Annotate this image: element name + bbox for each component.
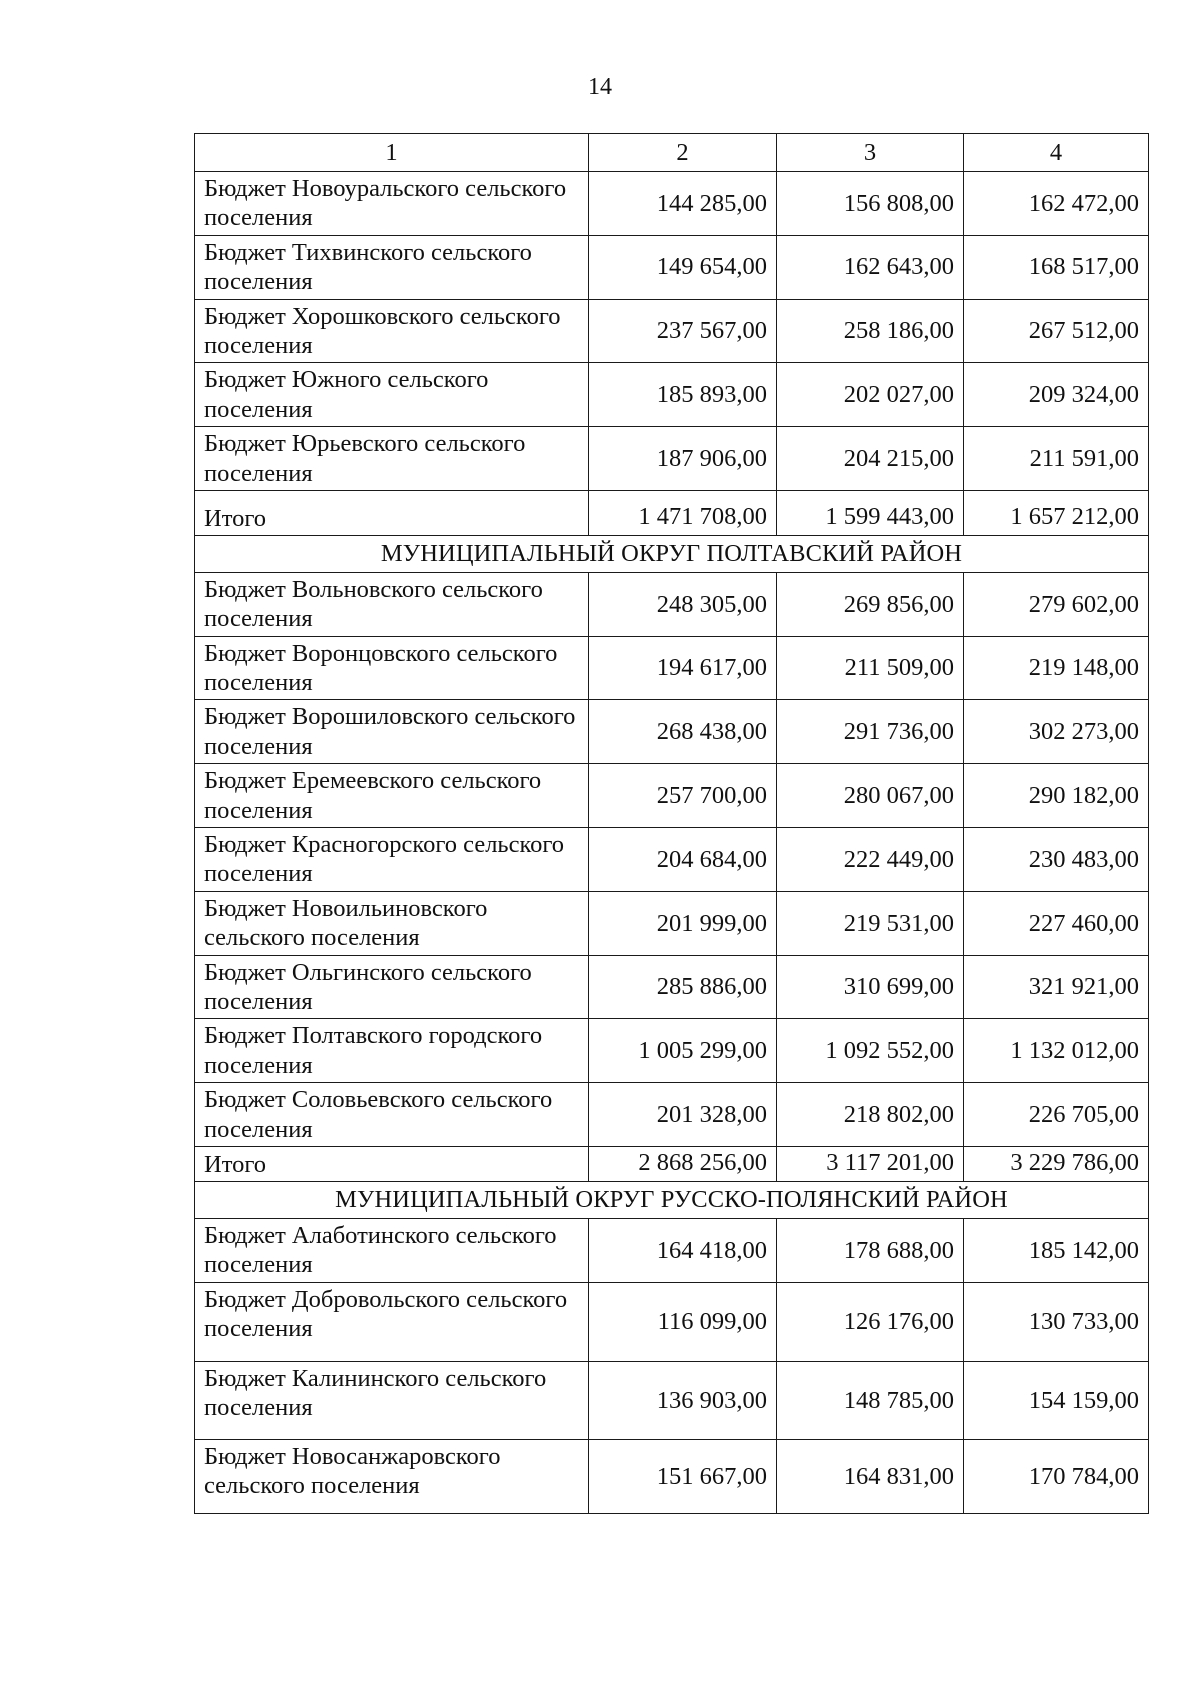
value-cell-col4: 219 148,00: [964, 636, 1149, 700]
table-row: [195, 172, 1149, 236]
value-cell-col2: 144 285,00: [589, 172, 777, 236]
table-row: [195, 1083, 1149, 1147]
table-row: [195, 636, 1149, 700]
budget-name-cell: Бюджет Тихвинского сельского поселения: [195, 235, 589, 299]
budget-name-cell: Бюджет Юрьевского сельского поселения: [195, 427, 589, 491]
table-row: [195, 700, 1149, 764]
value-cell-col2: 285 886,00: [589, 955, 777, 1019]
value-cell-col2: 185 893,00: [589, 363, 777, 427]
value-cell-col3: 202 027,00: [777, 363, 964, 427]
value-cell-col2: 149 654,00: [589, 235, 777, 299]
value-cell-col3: 3 117 201,00: [777, 1146, 964, 1181]
value-cell-col2: 151 667,00: [589, 1439, 777, 1513]
table-header-row: [195, 134, 1149, 172]
value-cell-col4: 185 142,00: [964, 1218, 1149, 1282]
value-cell-col4: 170 784,00: [964, 1439, 1149, 1513]
budget-name-cell: Бюджет Новосанжаровского сельского поселения: [195, 1439, 589, 1513]
value-cell-col4: 130 733,00: [964, 1282, 1149, 1361]
value-cell-col2: 257 700,00: [589, 764, 777, 828]
value-cell-col4: 168 517,00: [964, 235, 1149, 299]
value-cell-col3: 164 831,00: [777, 1439, 964, 1513]
value-cell-col2: 204 684,00: [589, 828, 777, 892]
budget-name-cell: Бюджет Ворошиловского сельского поселения: [195, 700, 589, 764]
total-row: [195, 1146, 1149, 1181]
value-cell-col3: 178 688,00: [777, 1218, 964, 1282]
value-cell-col3: 291 736,00: [777, 700, 964, 764]
value-cell-col4: 227 460,00: [964, 891, 1149, 955]
column-header-4: 4: [964, 134, 1149, 172]
value-cell-col4: 290 182,00: [964, 764, 1149, 828]
value-cell-col2: 1 005 299,00: [589, 1019, 777, 1083]
value-cell-col3: 126 176,00: [777, 1282, 964, 1361]
value-cell-col2: 201 999,00: [589, 891, 777, 955]
table-row: [195, 1218, 1149, 1282]
table-row: [195, 1282, 1149, 1361]
budget-name-cell: Бюджет Красногорского сельского поселения: [195, 828, 589, 892]
value-cell-col2: 201 328,00: [589, 1083, 777, 1147]
value-cell-col2: 164 418,00: [589, 1218, 777, 1282]
table-body: [195, 134, 1149, 1514]
table-row: [195, 828, 1149, 892]
budget-name-cell: Бюджет Вольновского сельского поселения: [195, 572, 589, 636]
table-row: [195, 764, 1149, 828]
value-cell-col3: 148 785,00: [777, 1361, 964, 1439]
value-cell-col2: 187 906,00: [589, 427, 777, 491]
value-cell-col4: 226 705,00: [964, 1083, 1149, 1147]
total-label: Итого: [195, 1146, 589, 1181]
budget-name-cell: Бюджет Новоуральского сельского поселения: [195, 172, 589, 236]
value-cell-col3: 222 449,00: [777, 828, 964, 892]
value-cell-col3: 218 802,00: [777, 1083, 964, 1147]
value-cell-col3: 269 856,00: [777, 572, 964, 636]
value-cell-col4: 1 132 012,00: [964, 1019, 1149, 1083]
value-cell-col4: 162 472,00: [964, 172, 1149, 236]
budget-name-cell: Бюджет Полтавского городского поселения: [195, 1019, 589, 1083]
table-row: [195, 1019, 1149, 1083]
value-cell-col4: 279 602,00: [964, 572, 1149, 636]
value-cell-col3: 310 699,00: [777, 955, 964, 1019]
value-cell-col4: 321 921,00: [964, 955, 1149, 1019]
table-row: [195, 572, 1149, 636]
table-row: [195, 299, 1149, 363]
value-cell-col4: 1 657 212,00: [964, 490, 1149, 535]
value-cell-col3: 156 808,00: [777, 172, 964, 236]
value-cell-col3: 1 092 552,00: [777, 1019, 964, 1083]
table-row: [195, 363, 1149, 427]
section-title: МУНИЦИПАЛЬНЫЙ ОКРУГ ПОЛТАВСКИЙ РАЙОН: [195, 535, 1149, 572]
table-row: [195, 427, 1149, 491]
table-row: [195, 891, 1149, 955]
section-header-row: [195, 535, 1149, 572]
value-cell-col4: 267 512,00: [964, 299, 1149, 363]
value-cell-col3: 258 186,00: [777, 299, 964, 363]
value-cell-col3: 219 531,00: [777, 891, 964, 955]
value-cell-col4: 230 483,00: [964, 828, 1149, 892]
value-cell-col2: 1 471 708,00: [589, 490, 777, 535]
value-cell-col4: 209 324,00: [964, 363, 1149, 427]
section-header-row: [195, 1181, 1149, 1218]
table-row: [195, 1439, 1149, 1513]
table-row: [195, 955, 1149, 1019]
table-row: [195, 235, 1149, 299]
value-cell-col2: 194 617,00: [589, 636, 777, 700]
value-cell-col3: 211 509,00: [777, 636, 964, 700]
page-number: 14: [588, 74, 612, 100]
budget-name-cell: Бюджет Алаботинского сельского поселения: [195, 1218, 589, 1282]
budget-name-cell: Бюджет Калининского сельского поселения: [195, 1361, 589, 1439]
budget-name-cell: Бюджет Воронцовского сельского поселения: [195, 636, 589, 700]
budget-name-cell: Бюджет Хорошковского сельского поселения: [195, 299, 589, 363]
column-header-1: 1: [195, 134, 589, 172]
value-cell-col3: 162 643,00: [777, 235, 964, 299]
budget-name-cell: Бюджет Соловьевского сельского поселения: [195, 1083, 589, 1147]
budget-name-cell: Бюджет Новоильиновского сельского поселения: [195, 891, 589, 955]
value-cell-col3: 280 067,00: [777, 764, 964, 828]
budget-name-cell: Бюджет Южного сельского поселения: [195, 363, 589, 427]
budget-name-cell: Бюджет Ольгинского сельского поселения: [195, 955, 589, 1019]
value-cell-col2: 237 567,00: [589, 299, 777, 363]
table-row: [195, 1361, 1149, 1439]
value-cell-col4: 302 273,00: [964, 700, 1149, 764]
value-cell-col2: 248 305,00: [589, 572, 777, 636]
budget-name-cell: Бюджет Еремеевского сельского поселения: [195, 764, 589, 828]
total-label: Итого: [195, 490, 589, 535]
value-cell-col4: 211 591,00: [964, 427, 1149, 491]
value-cell-col4: 154 159,00: [964, 1361, 1149, 1439]
budget-table: [194, 133, 1149, 1514]
value-cell-col2: 2 868 256,00: [589, 1146, 777, 1181]
value-cell-col3: 204 215,00: [777, 427, 964, 491]
column-header-2: 2: [589, 134, 777, 172]
value-cell-col3: 1 599 443,00: [777, 490, 964, 535]
value-cell-col2: 136 903,00: [589, 1361, 777, 1439]
column-header-3: 3: [777, 134, 964, 172]
value-cell-col4: 3 229 786,00: [964, 1146, 1149, 1181]
budget-name-cell: Бюджет Добровольского сельского поселения: [195, 1282, 589, 1361]
section-title: МУНИЦИПАЛЬНЫЙ ОКРУГ РУССКО-ПОЛЯНСКИЙ РАЙОН: [195, 1181, 1149, 1218]
value-cell-col2: 268 438,00: [589, 700, 777, 764]
total-row: [195, 490, 1149, 535]
value-cell-col2: 116 099,00: [589, 1282, 777, 1361]
